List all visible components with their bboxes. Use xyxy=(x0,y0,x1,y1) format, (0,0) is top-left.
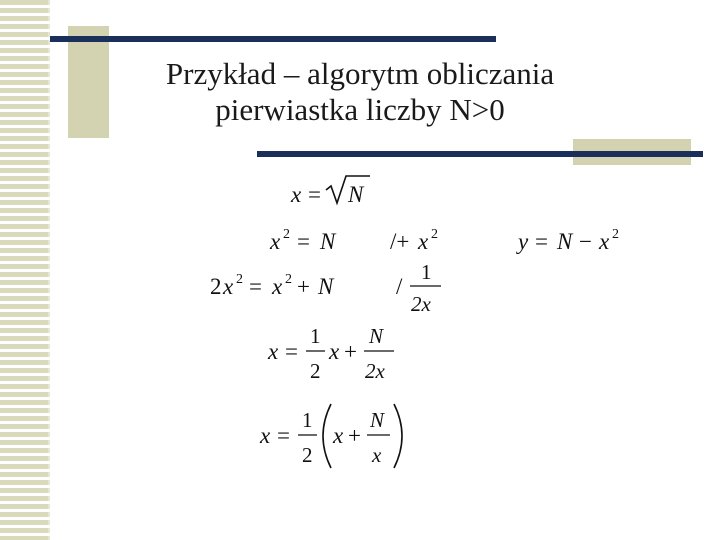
eq3-coef: 2 xyxy=(210,274,222,299)
eq5-mid-var: x xyxy=(333,423,344,448)
eq2-op-exp: 2 xyxy=(431,227,438,242)
eq5-frac2-num: N xyxy=(370,408,385,432)
eq3-lhs-exp: 2 xyxy=(236,272,243,287)
eq5-plus: + xyxy=(348,423,361,448)
eq3-frac-num: 1 xyxy=(421,260,432,284)
equation-double xyxy=(210,260,441,316)
equation-y xyxy=(516,227,619,254)
eq4-plus: + xyxy=(344,339,357,364)
equation-sqrt xyxy=(290,176,370,207)
eqy-lhs: y xyxy=(518,229,529,254)
eq5-equals: = xyxy=(277,423,290,448)
eq2-lhs-var: x xyxy=(270,229,281,254)
eq3-rhs-exp: 2 xyxy=(285,272,292,287)
eq3-equals: = xyxy=(249,274,262,299)
eq5-lhs: x xyxy=(260,423,271,448)
eq5-frac1-num: 1 xyxy=(302,408,313,432)
eq4-frac1-den: 2 xyxy=(310,359,321,383)
eq1-radicand: N xyxy=(348,182,364,207)
eq4-frac2-num: N xyxy=(369,324,384,348)
eq3-rhs-var: x xyxy=(272,274,283,299)
eq2-op: /+ xyxy=(390,229,410,254)
eqy-rhs-n: N xyxy=(557,229,573,254)
eq3-lhs-var: x xyxy=(223,274,234,299)
eq3-plus: + xyxy=(297,274,310,299)
eq4-frac1-num: 1 xyxy=(310,324,321,348)
eq3-op: / xyxy=(396,274,403,299)
left-paren-icon xyxy=(323,404,331,468)
eq5-frac2-den: x xyxy=(372,443,382,467)
eq1-equals: = xyxy=(308,182,321,207)
eq4-equals: = xyxy=(285,339,298,364)
eq3-frac-den: 2x xyxy=(411,292,431,316)
equation-newton xyxy=(259,404,402,468)
equation-square xyxy=(269,227,438,254)
right-paren-icon xyxy=(394,404,402,468)
slide-title-line-2: pierwiastka liczby N>0 xyxy=(215,92,505,127)
eq1-lhs: x xyxy=(291,182,302,207)
eqy-rhs-var: x xyxy=(599,229,610,254)
eq2-equals: = xyxy=(297,229,310,254)
eqy-rhs-exp: 2 xyxy=(612,227,619,242)
eq3-rhs-n: N xyxy=(318,274,334,299)
eq2-lhs-exp: 2 xyxy=(283,227,290,242)
eq5-frac1-den: 2 xyxy=(302,443,313,467)
slide-title-line-1: Przykład – algorytm obliczania xyxy=(165,56,555,91)
eq4-lhs: x xyxy=(268,339,279,364)
eq4-mid-var: x xyxy=(329,339,340,364)
eqy-equals: = xyxy=(535,229,548,254)
eq4-frac2-den: 2x xyxy=(365,359,385,383)
eq2-rhs: N xyxy=(320,229,336,254)
equation-iteration xyxy=(267,324,394,383)
eqy-minus: − xyxy=(579,229,592,254)
eq2-op-var: x xyxy=(418,229,429,254)
